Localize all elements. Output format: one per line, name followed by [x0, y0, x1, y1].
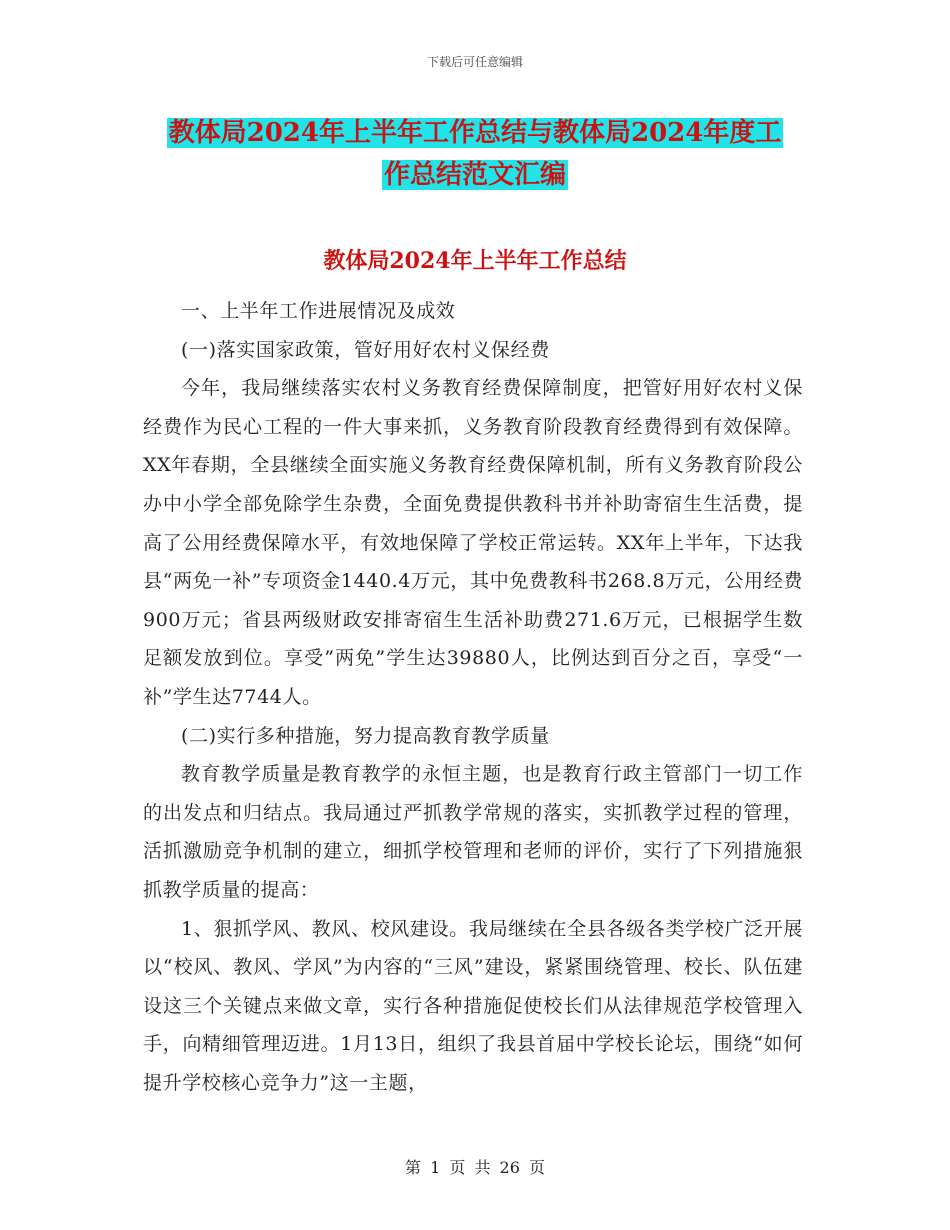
- page-footer: 第 1 页 共 26 页: [405, 1158, 545, 1177]
- heading-level-1: 一、上半年工作进展情况及成效: [181, 300, 456, 322]
- document-body: [143, 292, 803, 1102]
- paragraph-funding: 今年，我局继续落实农村义务教育经费保障制度，把管好用好农村义保经费作为民心工程的一件大事来抓，义务教育阶段教育经费得到有效保障。XX年春期，全县继续全面实施义务教育经费保障机制，所有义务教育阶段公办中小学全部免除学生杂费，全面免费提供教科书并补助寄宿生生活费，提高了公用经费保障水平，有效地保障了学校正常运转。XX年上半年，下达我县“两免一补”专项资金1440.4万元，其中免费教科书268.8万元，公用经费900万元；省县两级财政安排寄宿生生活补助费271.6万元，已根据学生数足额发放到位。享受”两免”学生达39880人，比例达到百分之百，享受“一补”学生达7744人。: [143, 377, 803, 708]
- main-title-line-2-text: 作总结范文汇编: [383, 160, 566, 190]
- main-title-line-1-text: 教体局2024年上半年工作总结与教体局2024年度工: [168, 118, 782, 148]
- heading-level-2-policy: (一)落实国家政策，管好用好农村义保经费: [181, 338, 550, 361]
- paragraph-quality: 教育教学质量是教育教学的永恒主题，也是教育行政主管部门一切工作的出发点和归结点。我局通过严抓教学常规的落实，实抓教学过程的管理，活抓激励竞争机制的建立，细抓学校管理和老师的评价，实行了下列措施狠抓教学质量的提高：: [143, 763, 803, 901]
- heading-level-2-quality: (二)实行多种措施，努力提高教育教学质量: [181, 724, 550, 747]
- paragraph-three-styles: 1、狠抓学风、教风、校风建设。我局继续在全县各级各类学校广泛开展以“校风、教风、学风”为内容的“三风”建设，紧紧围绕管理、校长、队伍建设这三个关键点来做文章，实行各种措施促使校长们从法律规范学校管理入手，向精细管理迈进。1月13日，组织了我县首届中学校长论坛，围绕“如何提升学校核心竞争力”这一主题，: [143, 917, 803, 1094]
- main-title-line-2: [0, 150, 950, 200]
- section-title: 教体局2024年上半年工作总结: [323, 248, 627, 274]
- header-note: 下载后可任意编辑: [426, 55, 523, 69]
